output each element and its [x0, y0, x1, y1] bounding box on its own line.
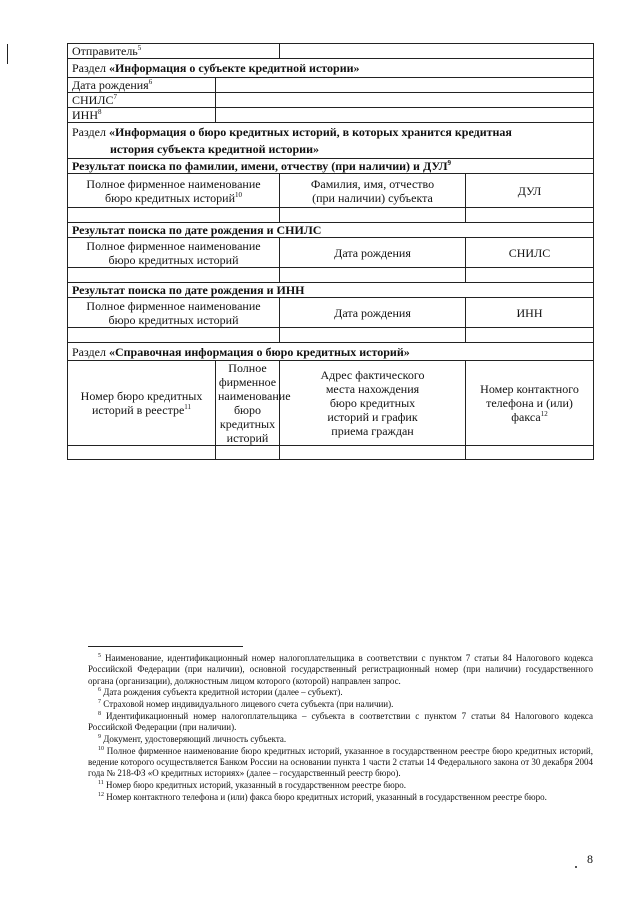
table-cell[interactable] — [68, 208, 280, 223]
table-cell[interactable] — [466, 446, 594, 460]
table-cell[interactable] — [466, 328, 594, 343]
section-bureau-storage-title: Раздел «Информация о бюро кредитных историй, в которых хранится кредитная история субъекта кредитной истории» — [68, 123, 594, 159]
search-by-inn-title-row — [68, 283, 594, 298]
footnote: $^5$ Наименование, идентификационный номер налогоплательщика в соответствии с пунктом 7 статьи 84 Налогового кодекса Российской Федерации (при наличии), основной государственный регистрационный номер (при наличии) государственного органа (организации), должностным лицом которого (которой) направлен запрос. — [88, 653, 594, 686]
birth-date-label: Дата рождения$^6$ — [68, 78, 216, 93]
footnote: $^7$ Страховой номер индивидуального лицевого счета субъекта (при наличии). — [98, 699, 394, 710]
section-bureau-storage-row — [68, 123, 594, 159]
section-reference-row — [68, 343, 594, 361]
snils-row — [68, 93, 594, 108]
table-cell[interactable] — [280, 268, 466, 283]
section-reference-empty-row — [68, 446, 594, 460]
footnote-separator — [88, 646, 243, 647]
sender-value-cell[interactable] — [280, 44, 594, 59]
margin-mark — [7, 44, 8, 64]
reference-col-registry-number: Номер бюро кредитных историй в реестре$^{11}$ — [68, 361, 216, 446]
snils-label: СНИЛС$^7$ — [68, 93, 216, 108]
section-reference-title: Раздел «Справочная информация о бюро кредитных историй» — [68, 343, 594, 361]
birth-date-row — [68, 78, 594, 93]
reference-col-bureau-name: Полное фирменное наименование бюро кредитных историй — [216, 361, 280, 446]
search-by-inn-col-birthdate: Дата рождения — [280, 298, 466, 328]
table-cell[interactable] — [466, 268, 594, 283]
section-subject-row — [68, 59, 594, 78]
search-by-name-empty-row — [68, 208, 594, 223]
table-cell[interactable] — [280, 208, 466, 223]
inn-label: ИНН$^8$ — [68, 108, 216, 123]
search-by-name-header-row — [68, 174, 594, 208]
sender-row — [68, 44, 594, 59]
footnote: $^9$ Документ, удостоверяющий личность субъекта. — [98, 734, 287, 745]
search-by-inn-header-row — [68, 298, 594, 328]
search-by-snils-empty-row — [68, 268, 594, 283]
table-cell[interactable] — [68, 446, 216, 460]
page-number: 8 — [587, 852, 593, 866]
footnote: $^{10}$ Полное фирменное наименование бюро кредитных историй, указанное в государственном реестре бюро кредитных историй, ведение которого осуществляется Банком России на основании пункта 1 части 2 статьи 14 Федерального закона от 30 декабря 2004 года № 218-ФЗ «О кредитных историях» (далее – государственный реестр бюро). — [88, 745, 593, 779]
section-subject-title: Раздел «Информация о субъекте кредитной истории» — [68, 59, 594, 78]
inn-row — [68, 108, 594, 123]
search-by-snils-col-snils: СНИЛС — [466, 238, 594, 268]
footnote: $^8$ Идентификационный номер налогоплательщика – субъекта в соответствии с пунктом 7 статьи 84 Налогового кодекса Российской Федерации (при наличии). — [88, 710, 594, 733]
footnotes — [88, 653, 593, 804]
request-form-table — [67, 43, 594, 460]
reference-col-address: Адрес фактического места нахождения бюро кредитных историй и график приема граждан — [280, 361, 466, 446]
table-cell[interactable] — [280, 446, 466, 460]
search-by-name-col-bureau: Полное фирменное наименование бюро кредитных историй$^{10}$ — [68, 174, 280, 208]
snils-value-cell[interactable] — [216, 93, 594, 108]
table-cell[interactable] — [216, 446, 280, 460]
scan-speck — [575, 866, 577, 868]
birth-date-value-cell[interactable] — [216, 78, 594, 93]
search-by-inn-col-bureau: Полное фирменное наименование бюро кредитных историй — [68, 298, 280, 328]
search-by-name-col-dul: ДУЛ — [466, 174, 594, 208]
search-by-snils-col-bureau: Полное фирменное наименование бюро кредитных историй — [68, 238, 280, 268]
search-by-snils-title-row — [68, 223, 594, 238]
reference-col-phone: Номер контактного телефона и (или) факса$^{12}$ — [466, 361, 594, 446]
footnote: $^{11}$ Номер бюро кредитных историй, указанный в государственном реестре бюро. — [98, 780, 406, 791]
search-by-name-col-fio: Фамилия, имя, отчество (при наличии) субъекта — [280, 174, 466, 208]
search-by-inn-col-inn: ИНН — [466, 298, 594, 328]
footnote: $^6$ Дата рождения субъекта кредитной истории (далее – субъект). — [98, 687, 343, 698]
search-by-snils-title: Результат поиска по дате рождения и СНИЛС — [68, 223, 594, 238]
search-by-name-title: Результат поиска по фамилии, имени, отчеству (при наличии) и ДУЛ$^9$ — [68, 159, 594, 174]
sender-label: Отправитель$^5$ — [68, 44, 280, 59]
footnote: $^{12}$ Номер контактного телефона и (или) факса бюро кредитных историй, указанный в государственном реестре бюро. — [98, 792, 547, 803]
search-by-snils-col-birthdate: Дата рождения — [280, 238, 466, 268]
search-by-name-title-row — [68, 159, 594, 174]
table-cell[interactable] — [68, 268, 280, 283]
search-by-inn-empty-row — [68, 328, 594, 343]
inn-value-cell[interactable] — [216, 108, 594, 123]
search-by-inn-title: Результат поиска по дате рождения и ИНН — [68, 283, 594, 298]
table-cell[interactable] — [68, 328, 280, 343]
table-cell[interactable] — [466, 208, 594, 223]
search-by-snils-header-row — [68, 238, 594, 268]
section-reference-header-row — [68, 361, 594, 446]
table-cell[interactable] — [280, 328, 466, 343]
